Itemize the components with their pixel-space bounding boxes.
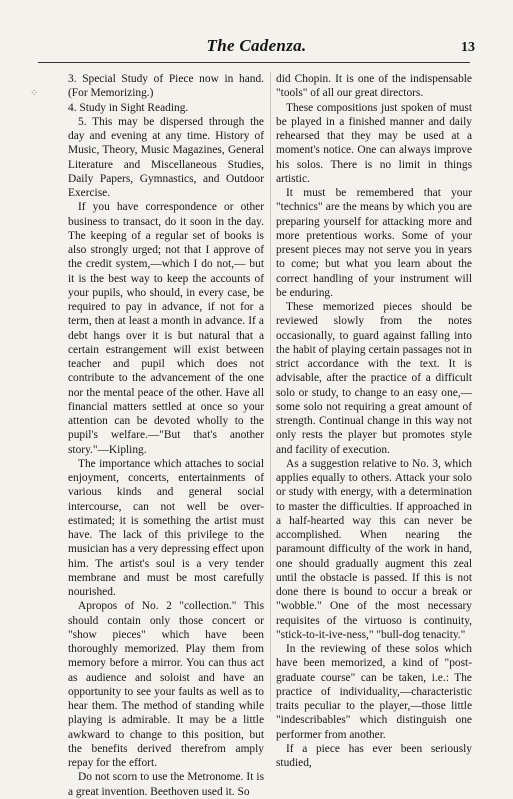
left-column <box>68 72 264 799</box>
paragraph: did Chopin. It is one of the indispensable "tools" of all our great directors. <box>276 73 472 100</box>
paragraph: It must be remembered that your "technics" are the means by which you are preparing yourself for attacking more and more pretentious works. Some of your present pieces may not serve you in years to come; but what you learn about the correct handling of your instrument will be enduring. <box>276 187 472 299</box>
column-divider <box>270 72 271 712</box>
paragraph: Apropos of No. 2 "collection." This should contain only those concert or "show pieces" which have been thoroughly memorized. Play them from memory before a mirror. You can thus act as audience and soloist and have an opportunity to see your faults as well as to hear them. The method of standing while playing is admirable. It may be a little awkward to change to this position, but the benefits derived therefrom amply repay for the effort. <box>68 600 264 769</box>
paragraph: As a suggestion relative to No. 3, which applies equally to others. Attack your solo or study with energy, with a determination to master the difficulties. If approached in a half-hearted way this can never be accomplished. When nearing the paramount difficulty of the work in hand, one should gradually augment this zeal until the obstacle is passed. If this is not done there is bound to occur a break or "wobble." One of the most necessary requisites of the virtuoso is continuity, "stick-to-it-ive-ness," "bull-dog tenacity." <box>276 457 472 641</box>
paragraph: If a piece has ever been seriously studied, <box>276 742 472 769</box>
paragraph: Do not scorn to use the Metronome. It is a great invention. Beethoven used it. So <box>68 771 264 798</box>
paragraph: 3. Special Study of Piece now in hand. (For Memorizing.) <box>68 73 264 100</box>
paragraph: 4. Study in Sight Reading. <box>68 101 189 114</box>
header-rule <box>38 62 470 63</box>
paragraph: In the reviewing of these solos which have been memorized, a kind of "post-graduate course" can be taken, i.e.: The practice of individuality,—characteristic traits peculiar to the player,—those little "indescribables" which distinguish one performer from another. <box>276 643 472 741</box>
paragraph: The importance which attaches to social enjoyment, concerts, entertainments of various kinds and general social intercourse, can not well be over-estimated; it is something the artist must have. The lack of this privilege to the musician has a very depressing effect upon him. The artist's soul is a very tender membrane and must be most carefully nourished. <box>68 457 264 598</box>
margin-mark-icon: ⁘ <box>30 88 39 99</box>
page-number: 13 <box>461 40 475 55</box>
paragraph: If you have correspondence or other business to transact, do it soon in the day. The keeping of a regular set of books is also strongly urged; not that I approve of the credit system,—which I do not,— but it is the best way to keep the accounts of your pupils, who should, in every case, be required to pay in advance, if not for a term, then at least a month in advance. If a debt hangs over it is but natural that a certain estrangement will exist between teacher and pupil which does not contribute to the advancement of the one nor the mental peace of the other. Have all financial matters settled at once so your attention can be devoted wholly to the pupil's welfare.—"But that's another story."—Kipling. <box>68 201 264 456</box>
paragraph: 5. This may be dispersed through the day and evening at any time. History of Music, Theory, Music Magazines, General Literature and Miscellaneous Studies, Daily Papers, Gymnastics, and Outdoor Exercise. <box>68 115 264 199</box>
right-column <box>276 72 472 770</box>
paragraph: These memorized pieces should be reviewed slowly from the notes occasionally, to guard against falling into the habit of playing certain passages not in strict accordance with the text. It is advisable, after the practice of a difficult solo or study, to change to an easy one,—some solo not requiring a great amount of strength. Continual change in this way not only rests the player but promotes style and facility of execution. <box>276 301 472 456</box>
magazine-title: The Cadenza. <box>206 36 307 55</box>
paragraph: These compositions just spoken of must be played in a finished manner and daily rehearsed that they may be used at a moment's notice. One can always improve his solos. There is no limit in things artistic. <box>276 101 472 185</box>
page-header <box>0 28 513 64</box>
